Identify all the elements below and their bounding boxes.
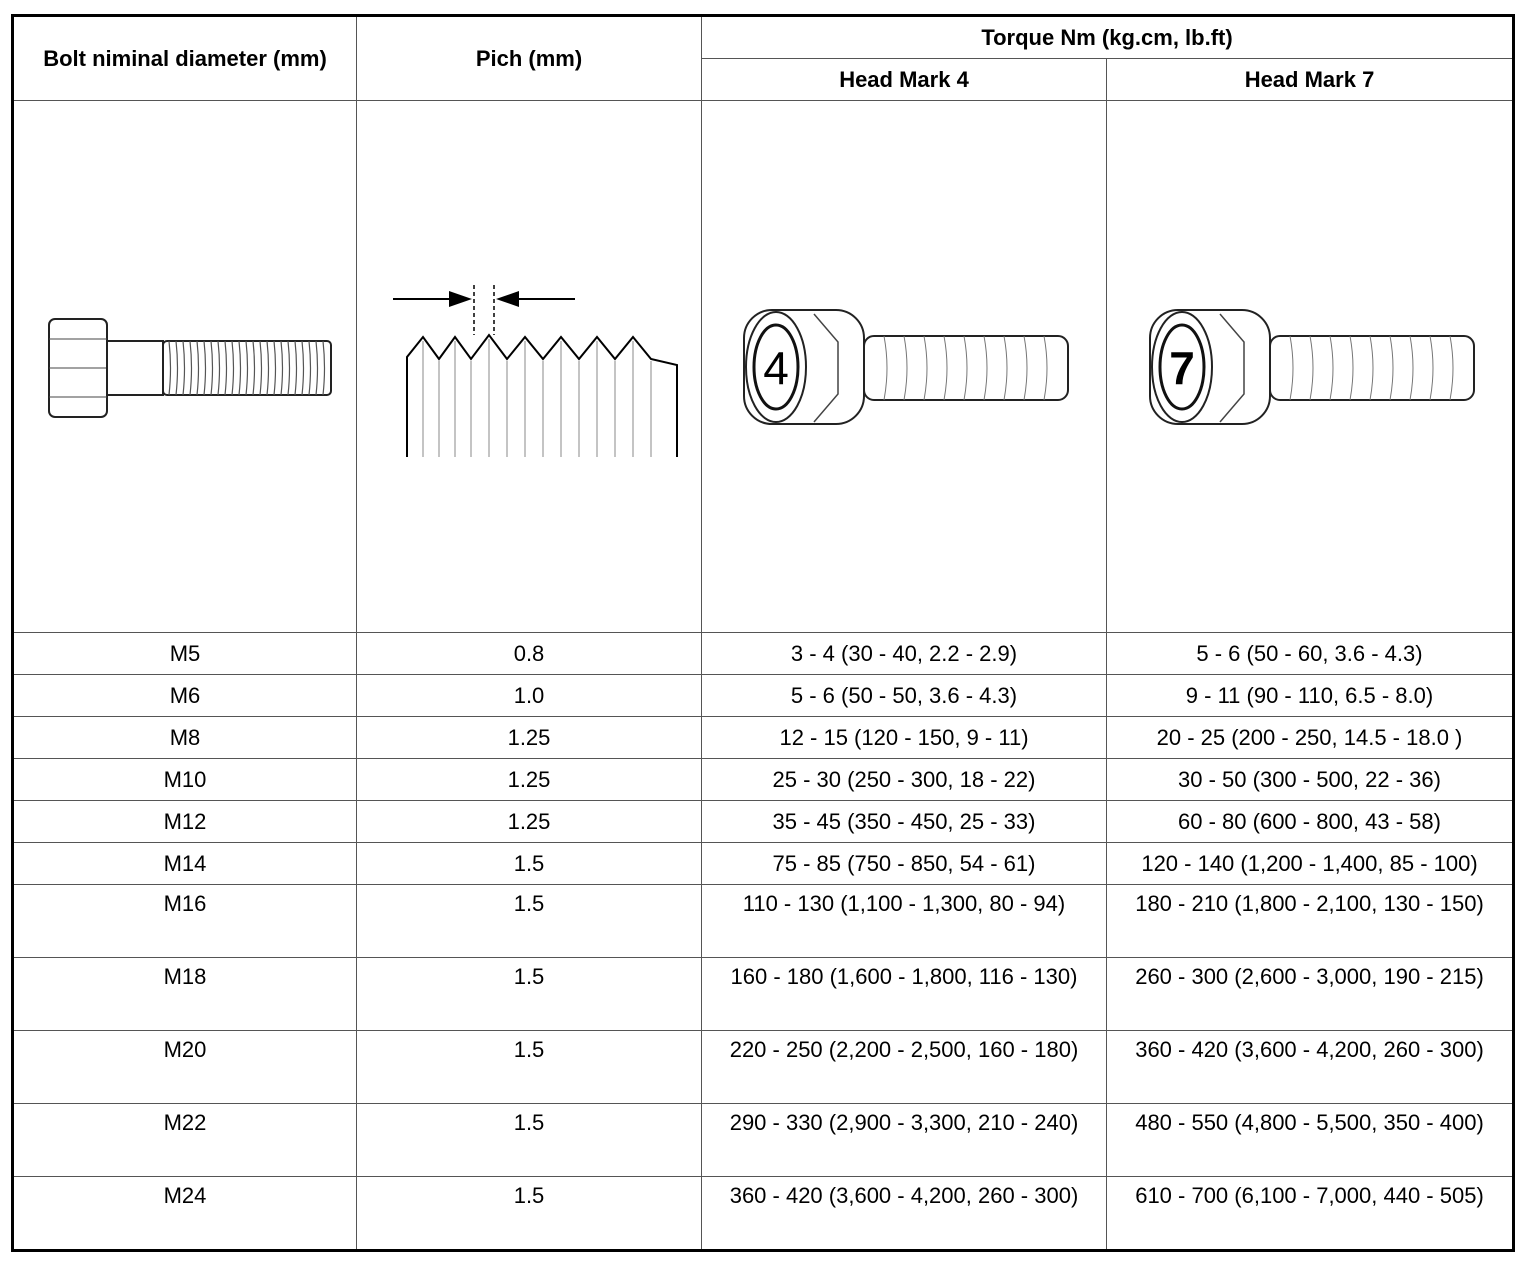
pitch-cell: 1.25: [357, 759, 702, 801]
pitch-cell: 0.8: [357, 633, 702, 675]
head-mark-4-torque-cell: 160 - 180 (1,600 - 1,800, 116 - 130): [702, 958, 1107, 1031]
head-mark-4-torque-cell: 75 - 85 (750 - 850, 54 - 61): [702, 843, 1107, 885]
pitch-cell: 1.5: [357, 885, 702, 958]
head-mark-7-torque-cell: 9 - 11 (90 - 110, 6.5 - 8.0): [1107, 675, 1514, 717]
bolt-illustration-cell: [13, 101, 357, 633]
bolt-size-cell: M24: [13, 1177, 357, 1251]
bolt-size-cell: M18: [13, 958, 357, 1031]
head-mark-4-torque-cell: 220 - 250 (2,200 - 2,500, 160 - 180): [702, 1031, 1107, 1104]
table-row: [13, 759, 1514, 801]
head-mark-7-digit: 7: [1168, 341, 1195, 394]
bolt-size-cell: M20: [13, 1031, 357, 1104]
head-mark-4-digit: 4: [763, 341, 789, 394]
head-mark-7-torque-cell: 260 - 300 (2,600 - 3,000, 190 - 215): [1107, 958, 1514, 1031]
head-mark-7-header: Head Mark 7: [1107, 59, 1514, 101]
head-mark-7-torque-cell: 30 - 50 (300 - 500, 22 - 36): [1107, 759, 1514, 801]
table-row: [13, 633, 1514, 675]
bolt-size-cell: M14: [13, 843, 357, 885]
bolt-size-cell: M10: [13, 759, 357, 801]
head-mark-7-torque-cell: 20 - 25 (200 - 250, 14.5 - 18.0 ): [1107, 717, 1514, 759]
head-mark-4-torque-cell: 290 - 330 (2,900 - 3,300, 210 - 240): [702, 1104, 1107, 1177]
bolt-diameter-header: Bolt niminal diameter (mm): [13, 16, 357, 101]
table-row: [13, 843, 1514, 885]
thread-pitch-illustration: [379, 277, 679, 457]
head-mark-7-torque-cell: 5 - 6 (50 - 60, 3.6 - 4.3): [1107, 633, 1514, 675]
head-mark-4-torque-cell: 12 - 15 (120 - 150, 9 - 11): [702, 717, 1107, 759]
pitch-illustration-cell: [357, 101, 702, 633]
illustration-row: [13, 101, 1514, 633]
pitch-cell: 1.5: [357, 843, 702, 885]
pitch-header: Pich (mm): [357, 16, 702, 101]
bolt-size-cell: M22: [13, 1104, 357, 1177]
head-mark-4-torque-cell: 110 - 130 (1,100 - 1,300, 80 - 94): [702, 885, 1107, 958]
head-mark-4-torque-cell: 3 - 4 (30 - 40, 2.2 - 2.9): [702, 633, 1107, 675]
head-mark-4-torque-cell: 360 - 420 (3,600 - 4,200, 260 - 300): [702, 1177, 1107, 1251]
head-mark-4-illustration-cell: [702, 101, 1107, 633]
head-mark-7-illustration-cell: [1107, 101, 1514, 633]
bolt-side-view-illustration: [35, 307, 335, 427]
head-mark-7-torque-cell: 180 - 210 (1,800 - 2,100, 130 - 150): [1107, 885, 1514, 958]
table-row: [13, 801, 1514, 843]
pitch-cell: 1.25: [357, 717, 702, 759]
bolt-size-cell: M8: [13, 717, 357, 759]
bolt-size-cell: M6: [13, 675, 357, 717]
bolt-size-cell: M5: [13, 633, 357, 675]
head-mark-4-header: Head Mark 4: [702, 59, 1107, 101]
pitch-cell: 1.5: [357, 1177, 702, 1251]
head-mark-4-bolt-illustration: [734, 302, 1074, 432]
table-row: [13, 1031, 1514, 1104]
table-row: [13, 885, 1514, 958]
table-row: [13, 1177, 1514, 1251]
pitch-cell: 1.0: [357, 675, 702, 717]
pitch-cell: 1.25: [357, 801, 702, 843]
table-row: [13, 1104, 1514, 1177]
head-mark-7-torque-cell: 60 - 80 (600 - 800, 43 - 58): [1107, 801, 1514, 843]
table-row: [13, 675, 1514, 717]
table-row: [13, 717, 1514, 759]
head-mark-7-torque-cell: 120 - 140 (1,200 - 1,400, 85 - 100): [1107, 843, 1514, 885]
head-mark-7-torque-cell: 480 - 550 (4,800 - 5,500, 350 - 400): [1107, 1104, 1514, 1177]
header-row-1: [13, 16, 1514, 59]
bolt-size-cell: M12: [13, 801, 357, 843]
head-mark-7-torque-cell: 610 - 700 (6,100 - 7,000, 440 - 505): [1107, 1177, 1514, 1251]
head-mark-7-bolt-illustration: [1140, 302, 1480, 432]
torque-table: [11, 14, 1515, 1252]
table-row: [13, 958, 1514, 1031]
head-mark-4-torque-cell: 35 - 45 (350 - 450, 25 - 33): [702, 801, 1107, 843]
bolt-size-cell: M16: [13, 885, 357, 958]
pitch-cell: 1.5: [357, 958, 702, 1031]
head-mark-4-torque-cell: 5 - 6 (50 - 50, 3.6 - 4.3): [702, 675, 1107, 717]
pitch-cell: 1.5: [357, 1031, 702, 1104]
pitch-cell: 1.5: [357, 1104, 702, 1177]
head-mark-7-torque-cell: 360 - 420 (3,600 - 4,200, 260 - 300): [1107, 1031, 1514, 1104]
head-mark-4-torque-cell: 25 - 30 (250 - 300, 18 - 22): [702, 759, 1107, 801]
torque-group-header: Torque Nm (kg.cm, lb.ft): [702, 16, 1514, 59]
